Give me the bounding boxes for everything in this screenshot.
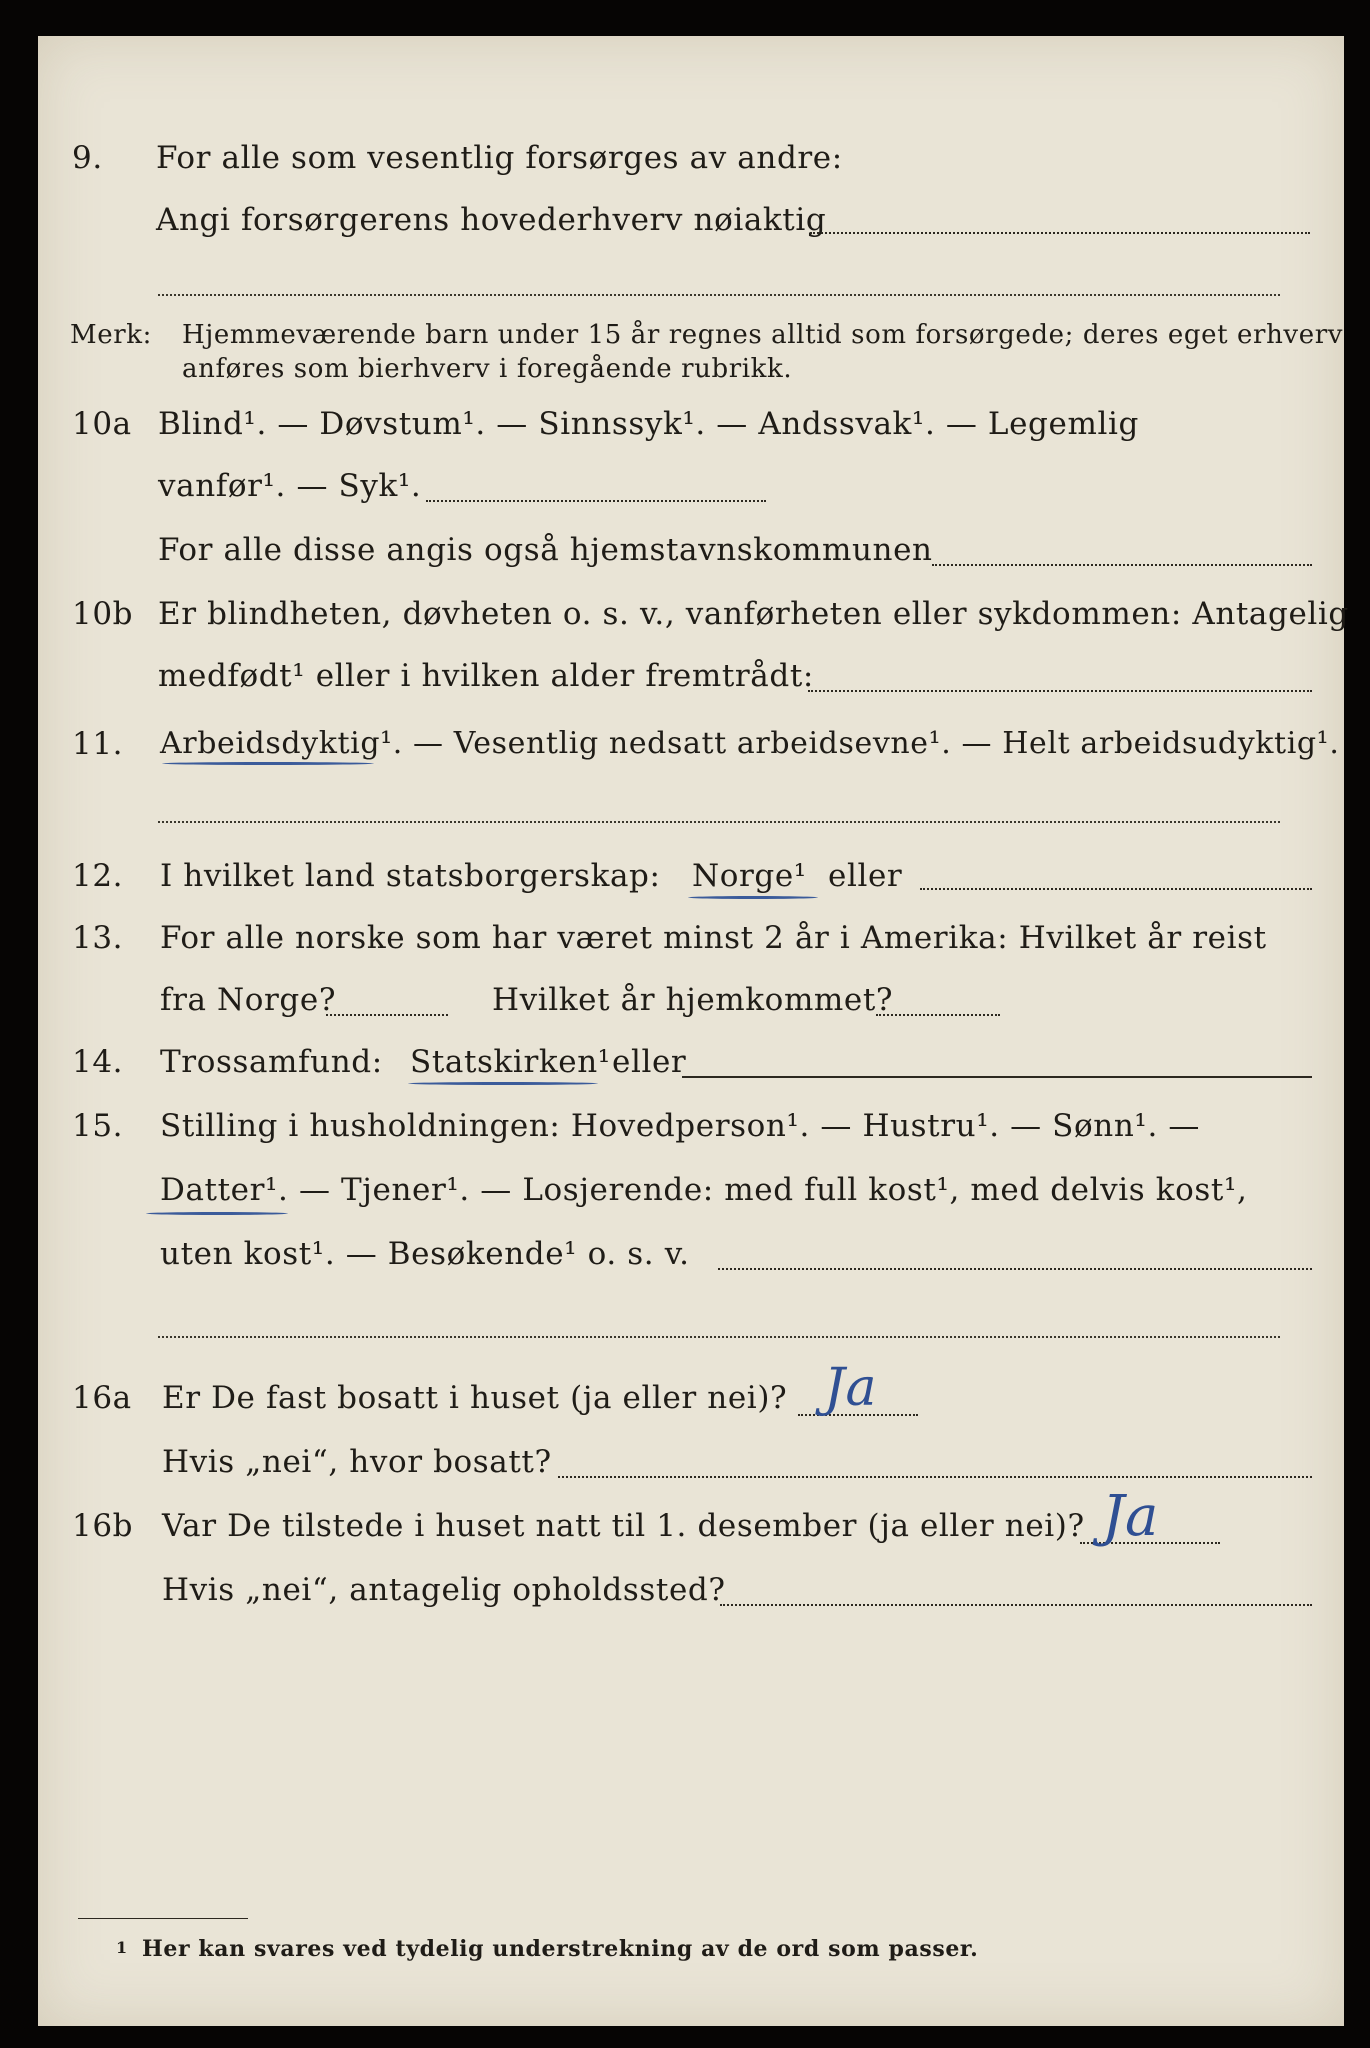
q15-text-3: uten kost¹. — Besøkende¹ o. s. v.: [160, 1236, 690, 1272]
q14-row: [38, 1044, 1344, 1084]
q13-row: [38, 920, 1344, 960]
q12-number: 12.: [72, 858, 124, 894]
q9-row: [38, 140, 1344, 180]
q15-row-3: [38, 1236, 1344, 1276]
q16a-text-2: Hvis „nei“, hvor bosatt?: [162, 1444, 552, 1480]
q11-underline-mark: [162, 762, 374, 765]
q10a-text-2: vanfør¹. — Syk¹.: [158, 468, 422, 504]
q16a-where-line[interactable]: [558, 1476, 1312, 1478]
q10a-row-3: [38, 532, 1344, 572]
q13-row-2: [38, 982, 1344, 1022]
footnote-rule: [78, 1918, 248, 1919]
q16a-row-2: [38, 1444, 1344, 1484]
q16b-row-2: [38, 1572, 1344, 1612]
q10a-text-3: For alle disse angis også hjemstavnskommunen: [158, 532, 933, 568]
note-label: Merk:: [70, 320, 152, 350]
q13-text-2b: Hvilket år hjemkommet?: [492, 982, 894, 1018]
q16b-handwritten-answer: Ja: [1102, 1484, 1160, 1549]
footnote-text: Her kan svares ved tydelig understrekning av de ord som passer.: [142, 1936, 979, 1962]
q13-return-line[interactable]: [876, 1014, 1000, 1016]
q15-row: [38, 1108, 1344, 1148]
q10a-text: Blind¹. — Døvstum¹. — Sinnssyk¹. — Andssvak¹. — Legemlig: [158, 406, 1139, 442]
note-text-2: anføres som bierhverv i foregående rubrikk.: [182, 354, 793, 384]
q16b-row: [38, 1484, 1344, 1549]
q14-state-church-option: Statskirken¹: [410, 1044, 611, 1080]
q16b-text: Var De tilstede i huset natt til 1. desember (ja eller nei)?: [162, 1508, 1085, 1544]
q14-text: Trossamfund:: [160, 1044, 383, 1080]
q12-norway-option: Norge¹: [692, 858, 807, 894]
q14-or: eller: [612, 1044, 687, 1080]
q10a-row-2: [38, 468, 1344, 508]
q13-text-2a: fra Norge?: [160, 982, 337, 1018]
q16a-row: [38, 1358, 1344, 1420]
q10a-row: [38, 406, 1344, 446]
q10b-row: [38, 596, 1349, 636]
q16a-handwritten-answer: Ja: [824, 1358, 878, 1418]
q15-text-2: Datter¹. — Tjener¹. — Losjerende: med full kost¹, med delvis kost¹,: [160, 1172, 1248, 1208]
q14-underline-mark: [408, 1082, 598, 1085]
q12-row: [38, 858, 1344, 898]
q9-row-2: [38, 202, 1344, 242]
q16b-number: 16b: [72, 1508, 134, 1544]
q16a-number: 16a: [72, 1380, 132, 1416]
q12-text: I hvilket land statsborgerskap:: [160, 858, 661, 894]
q10a-number: 10a: [72, 406, 132, 442]
q13-number: 13.: [72, 920, 124, 956]
q13-left-line[interactable]: [326, 1014, 448, 1016]
footnote: [38, 1936, 1344, 1976]
q15-row-2: [38, 1172, 1344, 1212]
q16b-stay-line[interactable]: [720, 1604, 1312, 1606]
q14-answer-line[interactable]: [682, 1076, 1312, 1078]
q10a-home-line[interactable]: [932, 564, 1312, 566]
q10b-number: 10b: [72, 596, 134, 632]
separator: [158, 294, 1280, 296]
separator: [158, 821, 1280, 823]
q9-answer-line[interactable]: [810, 232, 1310, 234]
q16a-text: Er De fast bosatt i huset (ja eller nei)?: [162, 1380, 788, 1416]
separator: [158, 1336, 1280, 1338]
q11-number: 11.: [72, 726, 124, 762]
q13-text: For alle norske som har været minst 2 år i Amerika: Hvilket år reist: [160, 920, 1267, 956]
q10a-answer-line[interactable]: [426, 500, 766, 502]
q15-answer-line[interactable]: [718, 1268, 1312, 1270]
census-form-page: [38, 36, 1349, 2026]
q11-text: Arbeidsdyktig¹. — Vesentlig nedsatt arbeidsevne¹. — Helt arbeidsudyktig¹.: [160, 726, 1340, 761]
q11-row: [38, 726, 1344, 766]
q9-number: 9.: [72, 140, 103, 176]
q10b-text: Er blindheten, døvheten o. s. v., vanførheten eller sykdommen: Antagelig: [158, 596, 1349, 632]
q12-answer-line[interactable]: [920, 888, 1312, 890]
q10b-answer-line[interactable]: [808, 690, 1312, 692]
note-text: Hjemmeværende barn under 15 år regnes alltid som forsørgede; deres eget erhverv: [182, 320, 1344, 350]
q10b-row-2: [38, 658, 1344, 698]
q14-number: 14.: [72, 1044, 124, 1080]
q15-underline-mark: [146, 1212, 288, 1215]
q12-underline-mark: [688, 896, 818, 899]
q16b-text-2: Hvis „nei“, antagelig opholdssted?: [162, 1572, 726, 1608]
q15-text: Stilling i husholdningen: Hovedperson¹. — Hustru¹. — Sønn¹. —: [160, 1108, 1200, 1144]
note-row-2: [38, 354, 1344, 394]
q10b-text-2: medfødt¹ eller i hvilken alder fremtrådt:: [158, 658, 814, 694]
footnote-mark: 1: [116, 1938, 128, 1957]
q9-text: For alle som vesentlig forsørges av andre:: [156, 140, 843, 176]
q15-number: 15.: [72, 1108, 124, 1144]
q9-text-2: Angi forsørgerens hovederhverv nøiaktig: [156, 202, 827, 238]
q12-or: eller: [828, 858, 903, 894]
